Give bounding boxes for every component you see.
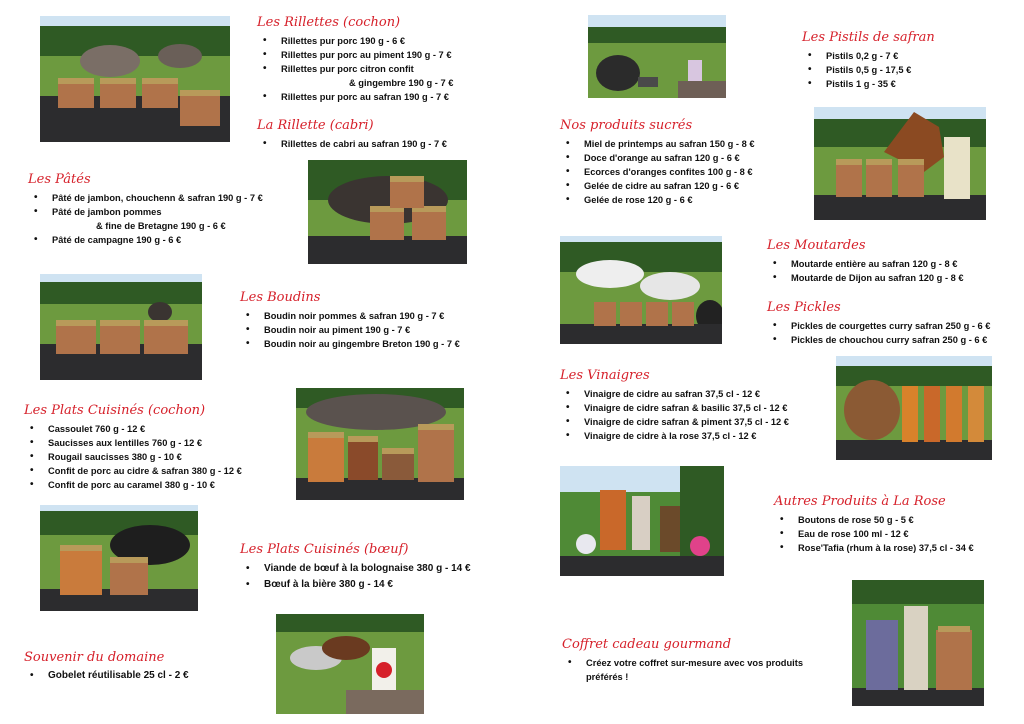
menu-item: • Créez votre coffret sur-mesure avec vos produits préférés ! — [586, 656, 806, 684]
roses-and-bottles-photo — [560, 466, 724, 576]
horse-and-cup-photo — [276, 614, 424, 714]
menu-item: • Pâté de jambon, chouchenn & safran 190 g - 7 € — [52, 191, 263, 205]
sucres-section — [560, 118, 755, 207]
menu-item: • Boudin noir au piment 190 g - 7 € — [264, 323, 460, 337]
plats-cochon-section — [24, 403, 242, 492]
section-title: Les Moutardes — [767, 238, 866, 253]
menu-item: • Vinaigre de cidre safran & basilic 37,5 cl - 12 € — [584, 401, 789, 415]
menu-item: • Saucisses aux lentilles 760 g - 12 € — [48, 436, 242, 450]
gift-box-jars-photo — [852, 580, 984, 706]
menu-item: • Cassoulet 760 g - 12 € — [48, 422, 242, 436]
menu-item: • Rillettes pur porc au safran 190 g - 7 € — [281, 90, 453, 104]
section-title: Les Pâtés — [28, 172, 91, 187]
horse-with-jars-photo — [814, 107, 986, 220]
section-title: Coffret cadeau gourmand — [562, 637, 732, 652]
menu-item-continuation: & fine de Bretagne 190 g - 6 € — [96, 221, 226, 232]
pigs-with-jars-photo — [40, 16, 230, 142]
vinaigres-section — [560, 368, 789, 443]
rillettes-cochon-section — [257, 15, 453, 104]
menu-item: • Confit de porc au cidre & safran 380 g - 12 € — [48, 464, 242, 478]
menu-item: • Vinaigre de cidre au safran 37,5 cl - 12 € — [584, 387, 789, 401]
menu-item: • Boudin noir pommes & safran 190 g - 7 € — [264, 309, 460, 323]
menu-item: • Pickles de courgettes curry safran 250 g - 6 € — [791, 319, 990, 333]
boudins-section — [240, 290, 460, 351]
pig-resting-jars-photo — [296, 388, 464, 500]
section-title: Les Rillettes (cochon) — [257, 15, 401, 30]
section-title: Les Pickles — [767, 300, 841, 315]
menu-item: • Gelée de rose 120 g - 6 € — [584, 193, 755, 207]
goat-and-jar-photo — [588, 15, 726, 98]
menu-item: • Rillettes de cabri au safran 190 g - 7 € — [281, 137, 447, 151]
menu-item: • Confit de porc au caramel 380 g - 10 € — [48, 478, 242, 492]
pig-with-jars-photo — [308, 160, 467, 264]
menu-item: • Vinaigre de cidre safran & piment 37,5 cl - 12 € — [584, 415, 789, 429]
menu-item: • Pâté de jambon pommes — [52, 205, 263, 219]
section-title: Souvenir du domaine — [24, 650, 165, 665]
section-title: Nos produits sucrés — [560, 118, 693, 133]
section-title: Les Boudins — [240, 290, 321, 305]
section-title: La Rillette (cabri) — [257, 118, 374, 133]
menu-item: • Pickles de chouchou curry safran 250 g - 6 € — [791, 333, 990, 347]
pickles-section — [767, 300, 990, 347]
menu-item: • Vinaigre de cidre à la rose 37,5 cl - 12 € — [584, 429, 789, 443]
section-title: Les Plats Cuisinés (bœuf) — [240, 542, 409, 557]
menu-item: • Gobelet réutilisable 25 cl - 2 € — [48, 669, 189, 683]
plats-boeuf-section — [240, 542, 471, 593]
rillette-cabri-section — [257, 118, 447, 151]
menu-item: • Pistils 0,5 g - 17,5 € — [826, 63, 935, 77]
menu-item: • Rose'Tafia (rhum à la rose) 37,5 cl - 34 € — [798, 541, 974, 555]
menu-item: • Pâté de campagne 190 g - 6 € — [52, 233, 263, 247]
menu-item: • Rillettes pur porc 190 g - 6 € — [281, 34, 453, 48]
goats-with-jars-photo — [560, 236, 722, 344]
pig-field-jars-photo — [40, 274, 202, 380]
pates-section — [28, 172, 263, 247]
menu-item: • Rillettes pur porc citron confit — [281, 62, 453, 76]
section-title: Les Vinaigres — [560, 368, 650, 383]
menu-item: • Miel de printemps au safran 150 g - 8 € — [584, 137, 755, 151]
menu-item: • Rougail saucisses 380 g - 10 € — [48, 450, 242, 464]
menu-item-continuation: & gingembre 190 g - 7 € — [349, 78, 454, 89]
menu-item: • Rillettes pur porc au piment 190 g - 7 € — [281, 48, 453, 62]
menu-item: • Moutarde de Dijon au safran 120 g - 8 € — [791, 271, 964, 285]
souvenir-section — [24, 650, 189, 683]
rose-section — [774, 494, 974, 555]
menu-item: • Eau de rose 100 ml - 12 € — [798, 527, 974, 541]
menu-item: • Doce d'orange au safran 120 g - 6 € — [584, 151, 755, 165]
section-title: Autres Produits à La Rose — [774, 494, 946, 509]
pistils-section — [802, 30, 935, 91]
section-title: Les Pistils de safran — [802, 30, 935, 45]
section-title: Les Plats Cuisinés (cochon) — [24, 403, 206, 418]
cow-with-vinegar-photo — [836, 356, 992, 460]
menu-item: • Gelée de cidre au safran 120 g - 6 € — [584, 179, 755, 193]
menu-item: • Moutarde entière au safran 120 g - 8 € — [791, 257, 964, 271]
menu-item: • Viande de bœuf à la bolognaise 380 g - 14 € — [264, 561, 471, 577]
menu-item: • Pistils 0,2 g - 7 € — [826, 49, 935, 63]
coffret-section — [562, 637, 806, 684]
bull-with-jars-photo — [40, 505, 198, 611]
moutardes-section — [767, 238, 964, 285]
menu-item: • Boutons de rose 50 g - 5 € — [798, 513, 974, 527]
menu-item: • Pistils 1 g - 35 € — [826, 77, 935, 91]
menu-item: • Ecorces d'oranges confites 100 g - 8 € — [584, 165, 755, 179]
menu-item: • Boudin noir au gingembre Breton 190 g - 7 € — [264, 337, 460, 351]
menu-item: • Bœuf à la bière 380 g - 14 € — [264, 577, 471, 593]
